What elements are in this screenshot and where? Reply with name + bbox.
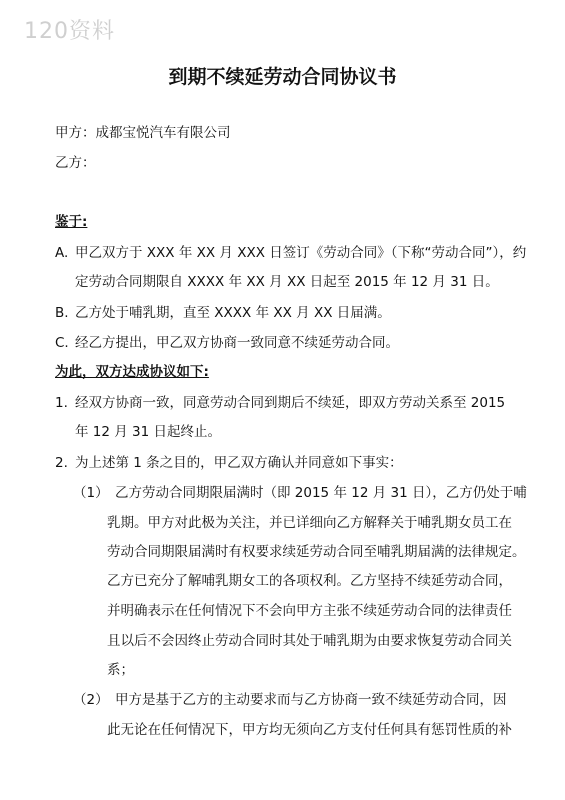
- whereas-marker-c: C.: [55, 335, 69, 351]
- subclause-1-line-1: 乙方劳动合同期限届满时（即 2015 年 12 月 31 日），乙方仍处于哺: [115, 485, 527, 501]
- party-a: 甲方：成都宝悦汽车有限公司: [55, 125, 231, 141]
- party-b: 乙方：: [55, 155, 96, 171]
- whereas-marker-a: A.: [55, 245, 69, 261]
- whereas-marker-b: B.: [55, 305, 69, 321]
- subclause-1-line-4: 乙方已充分了解哺乳期女工的各项权利。乙方坚持不续延劳动合同，: [107, 573, 512, 589]
- watermark: 120资料: [24, 19, 115, 44]
- subclause-2-line-2: 此无论在任何情况下，甲方均无须向乙方支付任何具有惩罚性质的补: [107, 722, 512, 738]
- subclause-1-line-3: 劳动合同期限届满时有权要求续延劳动合同至哺乳期届满的法律规定。: [107, 544, 526, 560]
- subclause-marker-1: （1）: [73, 485, 109, 501]
- whereas-a-line-2: 定劳动合同期限自 XXXX 年 XX 月 XX 日起至 2015 年 12 月 31 日。: [75, 274, 499, 290]
- subclause-1-line-5: 并明确表示在任何情况下不会向甲方主张不续延劳动合同的法律责任: [107, 603, 512, 619]
- subclause-1-line-6: 且以后不会因终止劳动合同时其处于哺乳期为由要求恢复劳动合同关: [107, 633, 512, 649]
- whereas-a-line-1: 甲乙双方于 XXX 年 XX 月 XXX 日签订《劳动合同》（下称“劳动合同”），约: [75, 245, 527, 261]
- subclause-1-line-2: 乳期。甲方对此极为关注，并已详细向乙方解释关于哺乳期女员工在: [107, 515, 512, 531]
- clause-1-line-1: 经双方协商一致，同意劳动合同到期后不续延，即双方劳动关系至 2015: [75, 395, 506, 411]
- whereas-c-line-1: 经乙方提出，甲乙双方协商一致同意不续延劳动合同。: [75, 335, 399, 351]
- subclause-1-line-7: 系；: [107, 662, 134, 678]
- clause-marker-2: 2.: [55, 455, 68, 471]
- clause-marker-1: 1.: [55, 395, 68, 411]
- whereas-b-line-1: 乙方处于哺乳期，直至 XXXX 年 XX 月 XX 日届满。: [75, 305, 391, 321]
- clause-1-line-2: 年 12 月 31 日起终止。: [75, 424, 222, 440]
- subclause-2-line-1: 甲方是基于乙方的主动要求而与乙方协商一致不续延劳动合同，因: [115, 692, 507, 708]
- whereas-heading: 鉴于:: [55, 214, 88, 230]
- document-title: 到期不续延劳动合同协议书: [168, 66, 397, 88]
- clause-2-line-1: 为上述第 1 条之目的，甲乙双方确认并同意如下事实：: [75, 455, 403, 471]
- agreement-heading: 为此，双方达成协议如下:: [55, 364, 209, 380]
- subclause-marker-2: （2）: [73, 692, 109, 708]
